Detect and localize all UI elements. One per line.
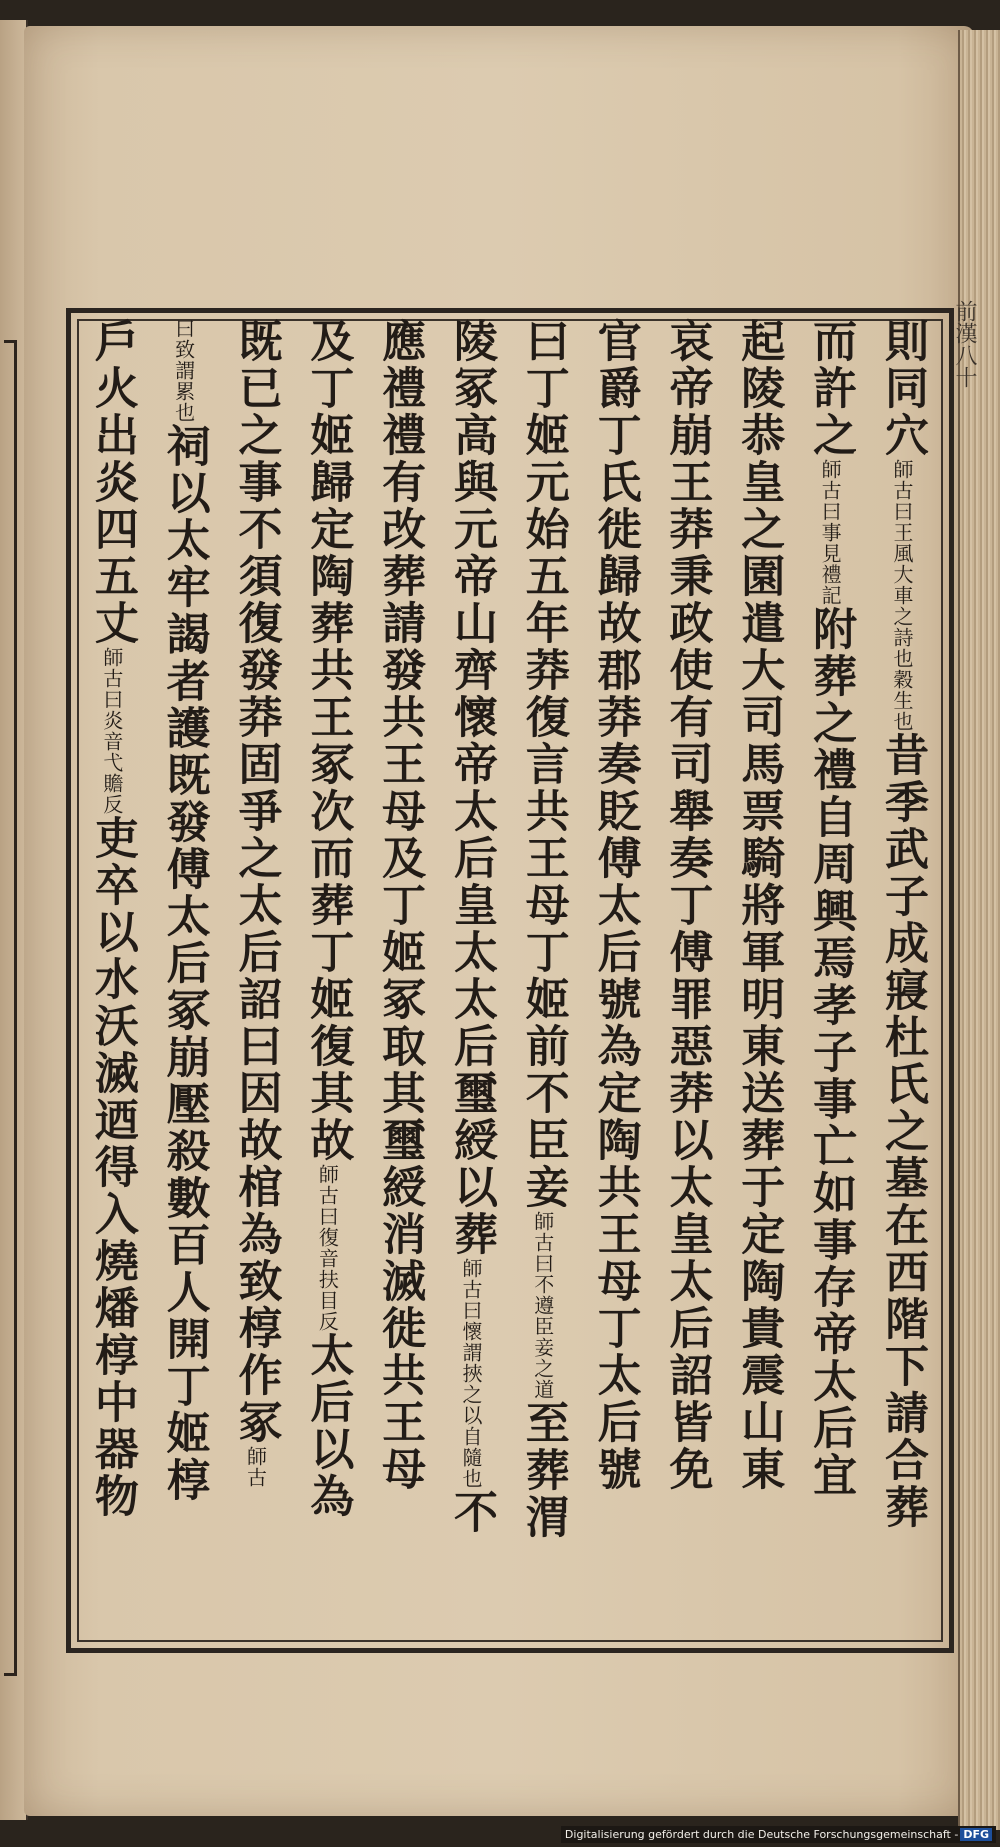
text-column-8	[365, 318, 437, 1643]
column-main: 應禮禮有改葬請發共王母及丁姬冢取其璽綬消滅徙共王母	[374, 318, 426, 1493]
text-column-4	[653, 318, 725, 1643]
column-main-continued: 太后以為	[302, 1332, 354, 1520]
column-note: 師古曰復音扶目反	[315, 1164, 340, 1332]
text-column-9	[293, 318, 365, 1643]
column-note: 曰致謂累也	[171, 318, 196, 423]
column-main: 而許之	[805, 318, 857, 459]
text-column-12	[78, 318, 150, 1643]
column-main-continued: 附葬之禮自周興焉孝子事亡如事存帝太后宜	[805, 606, 857, 1499]
column-note: 師古曰炎音弋贍反	[99, 647, 124, 815]
dfg-logo: DFG	[960, 1828, 992, 1841]
column-main: 及丁姬歸定陶葬共王冢次而葬丁姬復其故	[302, 318, 354, 1164]
text-column-6	[509, 318, 581, 1643]
column-main: 起陵恭皇之園遣大司馬票騎將軍明東送葬于定陶貴震山東	[733, 318, 785, 1493]
text-column-5	[581, 318, 653, 1643]
previous-page-frame	[4, 340, 17, 1676]
column-note: 師古曰懷謂挾之以自隨也	[458, 1258, 483, 1489]
column-note: 師古	[243, 1446, 268, 1488]
column-main: 官爵丁氏徙歸故郡莽奏貶傅太后號為定陶共王母丁太后號	[589, 318, 641, 1493]
column-main: 則同穴	[876, 318, 928, 459]
text-column-1	[868, 318, 940, 1643]
column-main-continued: 昔季武子成寢杜氏之墓在西階下請合葬	[876, 732, 928, 1531]
column-main-continued: 至葬渭	[517, 1400, 569, 1541]
column-main: 戶火出炎四五丈	[86, 318, 138, 647]
column-note: 師古曰事見禮記	[818, 459, 843, 606]
column-note: 師古曰不遵臣妾之道	[530, 1211, 555, 1400]
text-column-7	[437, 318, 509, 1643]
column-note: 師古曰王風大車之詩也穀生也	[889, 459, 914, 732]
column-main-continued: 不	[445, 1489, 497, 1536]
digitization-credit	[561, 1826, 996, 1843]
text-column-2	[796, 318, 868, 1643]
text-columns	[78, 318, 940, 1643]
text-column-11	[150, 318, 222, 1643]
credit-text: Digitalisierung gefördert durch die Deutsche Forschungsgemeinschaft -	[564, 1828, 959, 1841]
column-main-continued: 吏卒以水沃滅迺得入燒燔椁中器物	[86, 815, 138, 1520]
column-main: 陵冢高與元帝山齊懷帝太后皇太太后璽綬以葬	[445, 318, 497, 1258]
column-main-continued: 祠以太牢謁者護既發傅太后冢崩壓殺數百人開丁姬椁	[158, 423, 210, 1504]
page-colophon: 前漢八十	[952, 300, 977, 388]
column-main: 曰丁姬元始五年莽復言共王母丁姬前不臣妾	[517, 318, 569, 1211]
text-column-10	[222, 318, 294, 1643]
text-column-3	[724, 318, 796, 1643]
column-main: 哀帝崩王莽秉政使有司舉奏丁傅罪惡莽以太皇太后詔皆免	[661, 318, 713, 1493]
column-main: 既已之事不須復發莽固爭之太后詔曰因故棺為致椁作冢	[230, 318, 282, 1446]
